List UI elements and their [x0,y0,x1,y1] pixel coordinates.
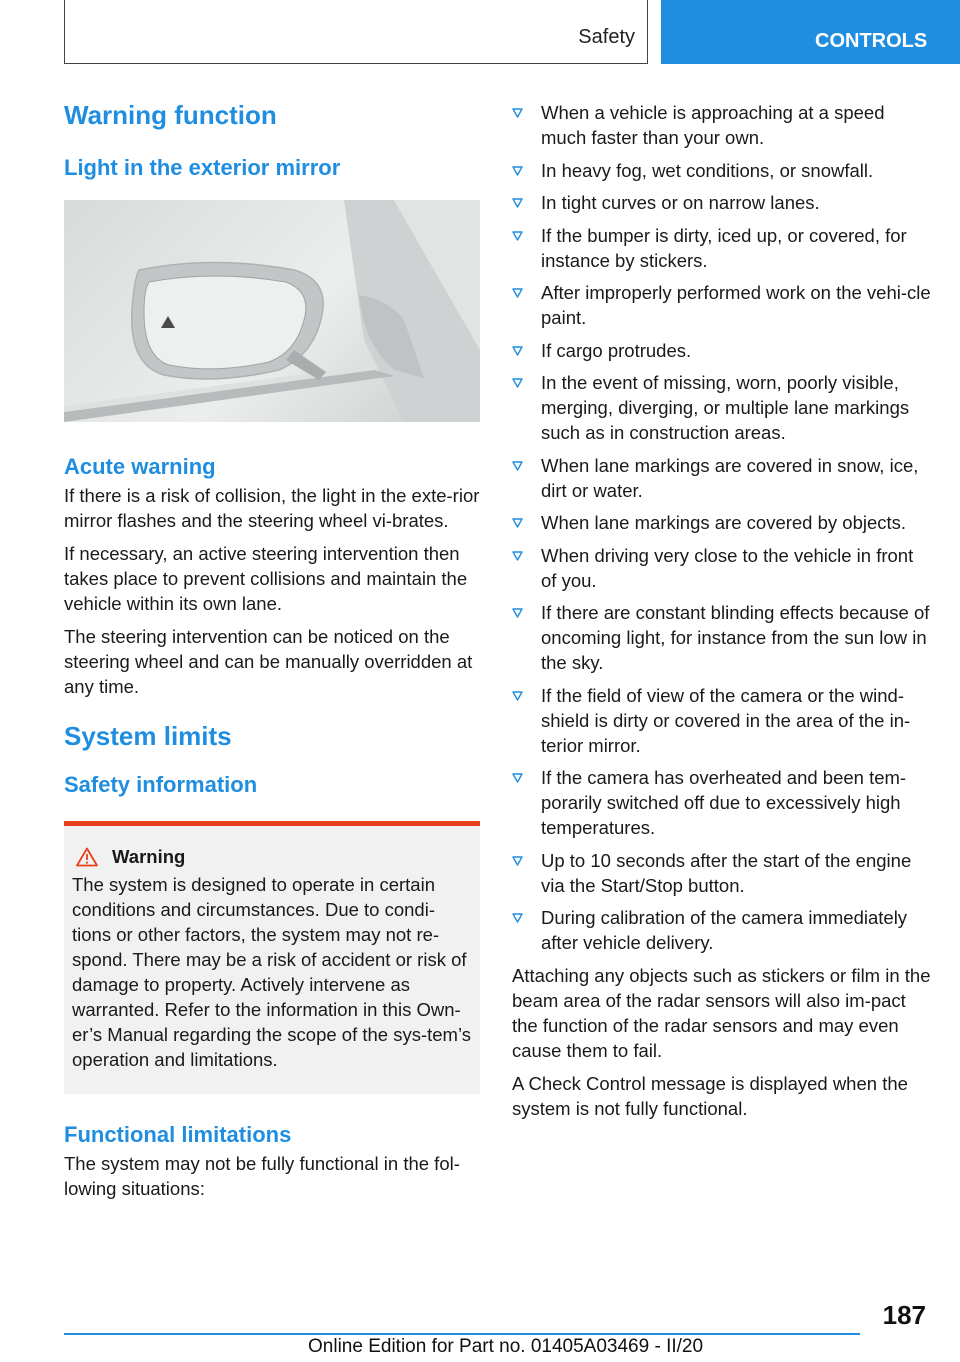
heading-warning-function: Warning function [64,100,277,130]
limitation-text: If the field of view of the camera or the wind‐shield is dirty or covered in the area of the in‐terior mirror. [541,684,911,756]
limitation-text: In tight curves or on narrow lanes. [541,192,820,213]
acute-warning-paragraph-1: If there is a risk of collision, the light in the exte‐rior mirror flashes and the steering wheel vi‐brates. [64,484,480,531]
exterior-mirror-illustration [64,200,480,422]
triangle-bullet-icon [512,378,523,388]
limitation-list-item [512,453,932,503]
warning-title-row [76,846,472,868]
limitation-text: In heavy fog, wet conditions, or snowfall. [541,159,874,181]
heading-system-limits: System limits [64,720,232,751]
heading-functional-limitations: Functional limitations [64,1121,292,1147]
limitation-text: When lane markings are covered in snow, ice, dirt or water. [541,454,919,501]
limitation-list-item [512,338,932,363]
triangle-bullet-icon [512,773,523,783]
footer-rule [64,1333,860,1335]
left-column [64,100,480,1201]
page-number: 187 [882,1300,926,1330]
triangle-bullet-icon [512,166,523,176]
limitation-list-item [512,370,932,445]
triangle-bullet-icon [512,461,523,471]
check-control-paragraph: A Check Control message is displayed when the system is not fully functional. [512,1072,908,1119]
limitation-list-item [512,190,932,215]
limitation-text: When driving very close to the vehicle in front of you. [541,544,914,591]
limitation-list-item [512,280,932,330]
functional-limitations-paragraph: The system may not be fully functional in the fol‐lowing situations: [64,1152,460,1199]
limitation-text: Up to 10 seconds after the start of the engine via the Start/Stop button. [541,849,912,896]
triangle-bullet-icon [512,346,523,356]
heading-safety-information: Safety information [64,772,258,798]
header-chapter-label: CONTROLS [815,30,928,52]
warning-triangle-icon [76,847,98,867]
limitation-text: If cargo protrudes. [541,339,692,361]
limitation-list-item [512,905,932,955]
limitation-list-item [512,600,932,675]
limitation-text: When lane markings are covered by objects. [541,512,907,533]
footer-edition-text: Online Edition for Part no. 01405A03469 - II/20 [308,1336,704,1357]
triangle-bullet-icon [512,518,523,528]
acute-warning-paragraph-2: If necessary, an active steering intervention then takes place to prevent collisions and maintain the vehicle within its own lane. [64,542,468,614]
limitation-text: When a vehicle is approaching at a speed much faster than your own. [541,102,885,148]
limitation-list-item [512,100,932,150]
warning-box [64,821,480,1094]
triangle-bullet-icon [512,288,523,298]
right-column [512,100,932,1121]
limitation-text: After improperly performed work on the vehi‐cle paint. [541,282,931,328]
triangle-bullet-icon [512,608,523,618]
triangle-bullet-icon [512,231,523,241]
triangle-bullet-icon [512,691,523,701]
limitation-list-item [512,848,932,898]
header-section-tab [64,0,648,64]
triangle-bullet-icon [512,108,523,118]
limitation-text: If there are constant blinding effects because of oncoming light, for instance from the sun low in the sky. [541,602,930,673]
limitation-text: If the bumper is dirty, iced up, or covered, for instance by stickers. [541,224,907,271]
triangle-bullet-icon [512,856,523,866]
mirror-illustration-svg [64,200,480,422]
warning-text: The system is designed to operate in certain conditions and circumstances. Due to condi‐tions or other factors, the system may not re‐spond. There may be a risk of accident or risk of damage to property. Actively intervene as warranted. Refer to the information in this Own‐er’s Manual regarding the scope of the sys‐tem’s operation and limitations. [72,873,471,1070]
limitation-text: During calibration of the camera immediately after vehicle delivery. [541,907,908,953]
header-chapter-tab [661,0,960,64]
limitation-text: If the camera has overheated and been tem‐porarily switched off due to excessively high temperatures. [541,767,907,838]
limitation-text: In the event of missing, worn, poorly visible, merging, diverging, or multiple lane markings such as in construction areas. [541,372,910,443]
radar-sensors-paragraph: Attaching any objects such as stickers or film in the beam area of the radar sensors will also im‐pact the function of the radar sensors and may even cause them to fail. [512,964,931,1061]
heading-acute-warning: Acute warning [64,453,216,479]
header-section-label: Safety [578,26,635,48]
limitations-list [512,100,932,955]
triangle-bullet-icon [512,551,523,561]
heading-light-exterior-mirror: Light in the exterior mirror [64,155,341,181]
limitation-list-item [512,510,932,535]
limitation-list-item [512,543,932,593]
limitation-list-item [512,765,932,840]
triangle-bullet-icon [512,913,523,923]
limitation-list-item [512,158,932,183]
acute-warning-paragraph-3: The steering intervention can be noticed on the steering wheel and can be manually overridden at any time. [64,625,473,697]
warning-title: Warning [112,845,186,867]
limitation-list-item [512,683,932,758]
triangle-bullet-icon [512,198,523,208]
limitation-list-item [512,223,932,273]
